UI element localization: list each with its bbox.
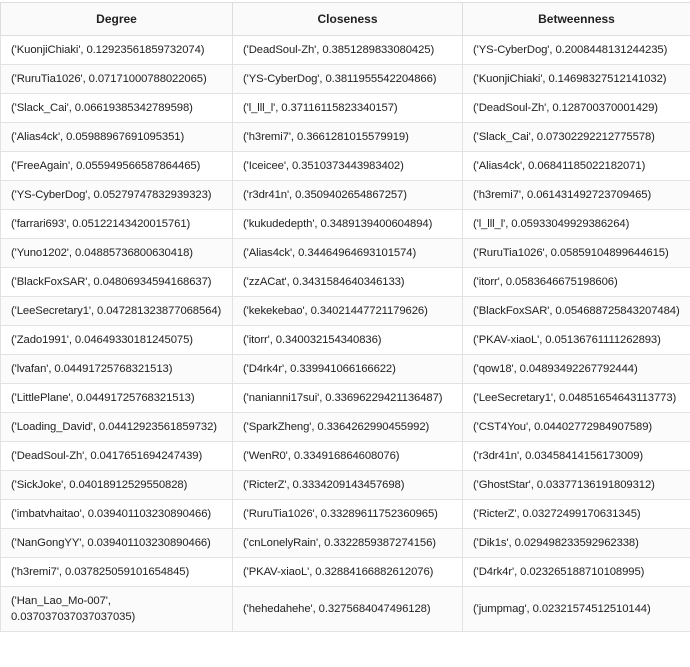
table-row: [1, 239, 690, 268]
table-row: [1, 94, 690, 123]
degree-cell: ('SickJoke', 0.04018912529550828): [1, 471, 233, 500]
closeness-cell: ('kekekebao', 0.34021447721179626): [233, 297, 463, 326]
table-row: [1, 297, 690, 326]
betweenness-cell: ('CST4You', 0.04402772984907589): [463, 413, 690, 442]
degree-cell: ('Alias4ck', 0.05988967691095351): [1, 123, 233, 152]
table-row: [1, 36, 690, 65]
degree-cell: ('Yuno1202', 0.04885736800630418): [1, 239, 233, 268]
betweenness-cell: ('BlackFoxSAR', 0.054688725843207484): [463, 297, 690, 326]
betweenness-cell: ('h3remi7', 0.061431492723709465): [463, 181, 690, 210]
closeness-cell: ('RicterZ', 0.3334209143457698): [233, 471, 463, 500]
closeness-cell: ('RuruTia1026', 0.33289611752360965): [233, 500, 463, 529]
degree-cell: ('RuruTia1026', 0.07171000788022065): [1, 65, 233, 94]
degree-cell: ('Slack_Cai', 0.06619385342789598): [1, 94, 233, 123]
closeness-cell: ('SparkZheng', 0.3364262990455992): [233, 413, 463, 442]
closeness-cell: ('r3dr41n', 0.3509402654867257): [233, 181, 463, 210]
table-row: [1, 123, 690, 152]
header-betweenness: Betweenness: [463, 3, 690, 36]
betweenness-cell: ('l_lll_l', 0.05933049929386264): [463, 210, 690, 239]
table-row: [1, 413, 690, 442]
degree-cell: ('Han_Lao_Mo-007', 0.037037037037037035): [1, 587, 233, 632]
closeness-cell: ('D4rk4r', 0.339941066166622): [233, 355, 463, 384]
header-row: [1, 3, 690, 36]
table-row: [1, 355, 690, 384]
degree-cell: ('YS-CyberDog', 0.05279747832939323): [1, 181, 233, 210]
betweenness-cell: ('GhostStar', 0.03377136191809312): [463, 471, 690, 500]
degree-cell: ('Loading_David', 0.04412923561859732): [1, 413, 233, 442]
table-row: [1, 471, 690, 500]
degree-cell: ('NanGongYY', 0.039401103230890466): [1, 529, 233, 558]
table-row: [1, 181, 690, 210]
table-row: [1, 152, 690, 181]
table-row: [1, 529, 690, 558]
betweenness-cell: ('jumpmag', 0.02321574512510144): [463, 587, 690, 632]
closeness-cell: ('Alias4ck', 0.34464964693101574): [233, 239, 463, 268]
centrality-table: [0, 2, 690, 632]
table-row: [1, 268, 690, 297]
closeness-cell: ('PKAV-xiaoL', 0.32884166882612076): [233, 558, 463, 587]
degree-cell: ('lvafan', 0.04491725768321513): [1, 355, 233, 384]
degree-cell: ('LeeSecretary1', 0.047281323877068564): [1, 297, 233, 326]
closeness-cell: ('itorr', 0.340032154340836): [233, 326, 463, 355]
betweenness-cell: ('D4rk4r', 0.023265188710108995): [463, 558, 690, 587]
degree-cell: ('imbatvhaitao', 0.039401103230890466): [1, 500, 233, 529]
closeness-cell: ('h3remi7', 0.3661281015579919): [233, 123, 463, 152]
degree-cell: ('LittlePlane', 0.04491725768321513): [1, 384, 233, 413]
closeness-cell: ('zzACat', 0.3431584640346133): [233, 268, 463, 297]
table-row: [1, 500, 690, 529]
header-closeness: Closeness: [233, 3, 463, 36]
header-degree: Degree: [1, 3, 233, 36]
degree-cell: ('DeadSoul-Zh', 0.0417651694247439): [1, 442, 233, 471]
closeness-cell: ('hehedahehe', 0.3275684047496128): [233, 587, 463, 632]
betweenness-cell: ('DeadSoul-Zh', 0.128700370001429): [463, 94, 690, 123]
betweenness-cell: ('KuonjiChiaki', 0.14698327512141032): [463, 65, 690, 94]
betweenness-cell: ('LeeSecretary1', 0.04851654643113773): [463, 384, 690, 413]
table-row: [1, 587, 690, 632]
betweenness-cell: ('Alias4ck', 0.06841185022182071): [463, 152, 690, 181]
table-row: [1, 384, 690, 413]
degree-cell: ('BlackFoxSAR', 0.04806934594168637): [1, 268, 233, 297]
betweenness-cell: ('PKAV-xiaoL', 0.05136761111262893): [463, 326, 690, 355]
closeness-cell: ('l_lll_l', 0.37116115823340157): [233, 94, 463, 123]
betweenness-cell: ('itorr', 0.0583646675198606): [463, 268, 690, 297]
table-row: [1, 442, 690, 471]
closeness-cell: ('cnLonelyRain', 0.3322859387274156): [233, 529, 463, 558]
closeness-cell: ('DeadSoul-Zh', 0.3851289833080425): [233, 36, 463, 65]
degree-cell: ('Zado1991', 0.04649330181245075): [1, 326, 233, 355]
betweenness-cell: ('Slack_Cai', 0.07302292212775578): [463, 123, 690, 152]
table-row: [1, 210, 690, 239]
betweenness-cell: ('RuruTia1026', 0.05859104899644615): [463, 239, 690, 268]
degree-cell: ('farrari693', 0.05122143420015761): [1, 210, 233, 239]
betweenness-cell: ('Dik1s', 0.029498233592962338): [463, 529, 690, 558]
closeness-cell: ('kukudedepth', 0.3489139400604894): [233, 210, 463, 239]
betweenness-cell: ('RicterZ', 0.03272499170631345): [463, 500, 690, 529]
degree-cell: ('FreeAgain', 0.055949566587864465): [1, 152, 233, 181]
betweenness-cell: ('qow18', 0.04893492267792444): [463, 355, 690, 384]
closeness-cell: ('WenR0', 0.334916864608076): [233, 442, 463, 471]
closeness-cell: ('nanianni17sui', 0.33696229421136487): [233, 384, 463, 413]
betweenness-cell: ('YS-CyberDog', 0.2008448131244235): [463, 36, 690, 65]
degree-cell: ('KuonjiChiaki', 0.12923561859732074): [1, 36, 233, 65]
table-row: [1, 326, 690, 355]
table-row: [1, 65, 690, 94]
closeness-cell: ('YS-CyberDog', 0.3811955542204866): [233, 65, 463, 94]
betweenness-cell: ('r3dr41n', 0.03458414156173009): [463, 442, 690, 471]
closeness-cell: ('Iceicee', 0.3510373443983402): [233, 152, 463, 181]
table-row: [1, 558, 690, 587]
degree-cell: ('h3remi7', 0.037825059101654845): [1, 558, 233, 587]
